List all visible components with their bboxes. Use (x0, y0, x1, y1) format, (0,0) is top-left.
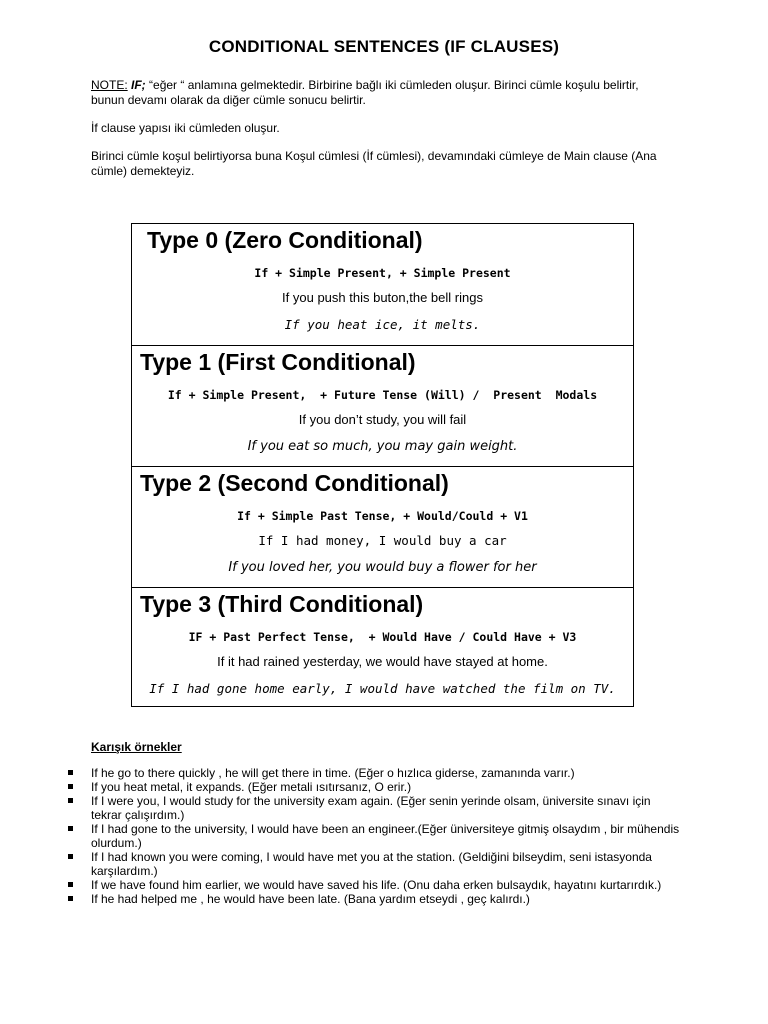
bullet-icon (68, 896, 73, 901)
intro-paragraph-2: İf clause yapısı iki cümleden oluşur. (91, 121, 280, 135)
list-item-text: If I had known you were coming, I would have met you at the station. (Geldiğini bilseydim, seni istasyonda karşılardım.) (91, 850, 652, 878)
list-item-text: If he had helped me , he would have been late. (Bana yardım etseydi , geç kalırdı.) (91, 892, 530, 906)
type-title: Type 1 (First Conditional) (140, 349, 416, 375)
type-formula: If + Simple Past Tense, + Would/Could + V1 (237, 509, 528, 523)
list-item (64, 822, 684, 850)
list-item (64, 766, 684, 780)
list-item (64, 780, 684, 794)
list-item (64, 850, 684, 878)
type-example-1: If it had rained yesterday, we would have stayed at home. (217, 654, 548, 669)
type-title: Type 0 (Zero Conditional) (147, 227, 423, 253)
list-item-text: If I were you, I would study for the university exam again. (Eğer senin yerinde olsam, üniversite sınavı için tekrar çalışırdım.) (91, 794, 651, 822)
type-example-2: If you heat ice, it melts. (284, 317, 481, 332)
list-item (64, 892, 684, 906)
list-item-text: If we have found him earlier, we would have saved his life. (Onu daha erken bulsaydık, hayatını kurtarırdık.) (91, 878, 662, 892)
list-item (64, 878, 684, 892)
mixed-examples-heading: Karışık örnekler (91, 740, 182, 754)
bullet-icon (68, 770, 73, 775)
bullet-icon (68, 826, 73, 831)
type-example-2: If you eat so much, you may gain weight. (247, 439, 518, 454)
conditional-types-table (131, 223, 634, 707)
list-item-text: If you heat metal, it expands. (Eğer metali ısıtırsanız, O erir.) (91, 780, 412, 794)
type-2-cell (132, 466, 633, 587)
type-example-1: If you push this buton,the bell rings (282, 290, 483, 305)
intro-paragraph-3: Birinci cümle koşul belirtiyorsa buna Koşul cümlesi (İf cümlesi), devamındaki cümleye de Main clause (Ana cümle) demekteyiz. (91, 149, 657, 178)
list-item (64, 794, 684, 822)
bullet-icon (68, 854, 73, 859)
type-example-2: If I had gone home early, I would have watched the film on TV. (149, 681, 616, 696)
mixed-examples-list (64, 766, 684, 906)
page-title: CONDITIONAL SENTENCES (IF CLAUSES) (208, 37, 560, 56)
note-text: “eğer “ anlamına gelmektedir. Birbirine bağlı iki cümleden oluşur. Birinci cümle koşulu belirtir, bunun devamı olarak da diğer cümle sonucu belirtir. (91, 78, 639, 107)
note-label: NOTE: (91, 78, 128, 92)
note-if: IF; (131, 78, 146, 92)
type-formula: If + Simple Present, + Future Tense (Will) / Present Modals (167, 388, 598, 402)
list-item-text: If I had gone to the university, I would have been an engineer.(Eğer üniversiteye gitmiş olsaydım , bir mühendis olurdum.) (91, 822, 680, 850)
type-1-cell (132, 345, 633, 466)
type-example-1: If I had money, I would buy a car (258, 533, 507, 548)
type-example-1: If you don’t study, you will fail (298, 412, 467, 427)
bullet-icon (68, 784, 73, 789)
type-title: Type 2 (Second Conditional) (140, 470, 449, 496)
type-example-2: If you loved her, you would buy a flower for her (228, 560, 537, 575)
bullet-icon (68, 798, 73, 803)
intro-note (91, 78, 661, 108)
type-formula: If + Simple Present, + Simple Present (254, 266, 511, 280)
type-0-cell (132, 224, 633, 345)
type-3-cell (132, 587, 633, 708)
list-item-text: If he go to there quickly , he will get there in time. (Eğer o hızlıca giderse, zamanında varır.) (91, 766, 575, 780)
type-formula: IF + Past Perfect Tense, + Would Have / Could Have + V3 (188, 630, 577, 644)
type-title: Type 3 (Third Conditional) (140, 591, 424, 617)
bullet-icon (68, 882, 73, 887)
